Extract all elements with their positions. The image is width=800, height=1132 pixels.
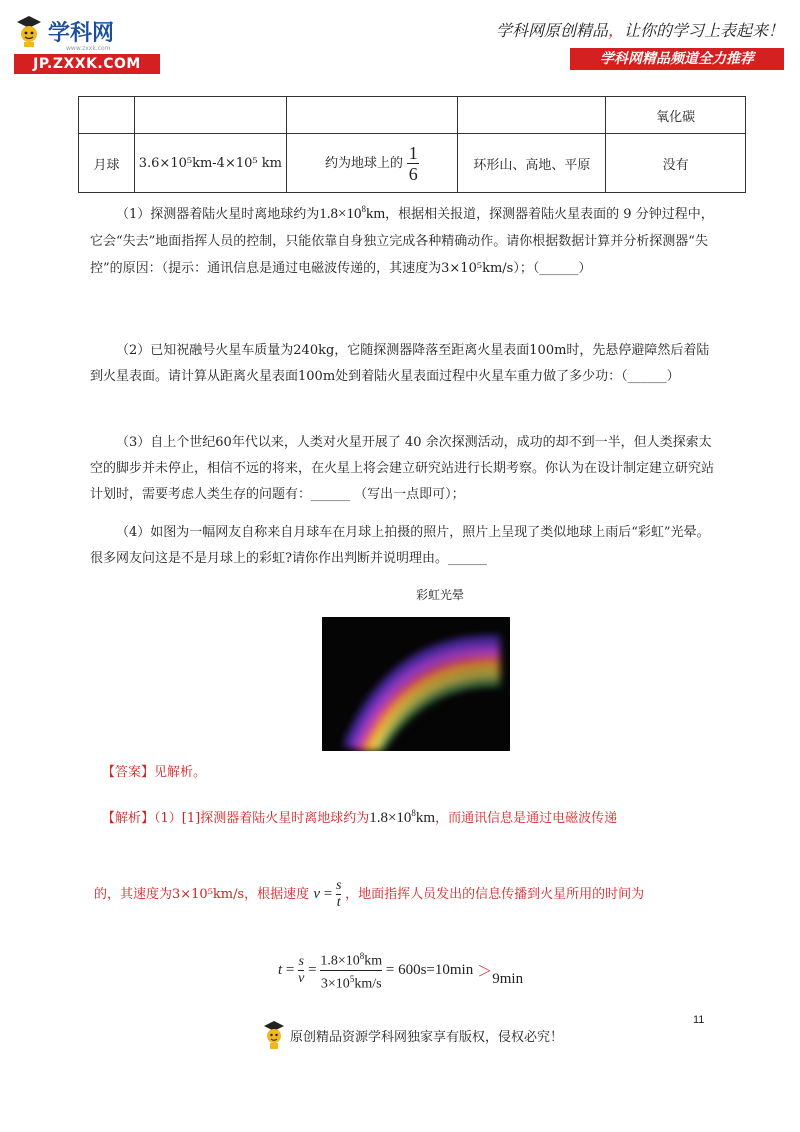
analysis-distance: $1.8\times 10^8km$	[369, 808, 436, 826]
logo-url: JP.ZXXK.COM	[14, 54, 160, 74]
table-cell	[458, 97, 606, 134]
slogan-right: 让你的学习上表起来！	[623, 21, 784, 40]
analysis-tag: 【解析】	[102, 811, 155, 826]
analysis-text-c: 的，其速度为3×10⁵km/s，根据速度	[94, 886, 310, 902]
table-cell	[79, 97, 135, 134]
answer-line	[102, 760, 732, 786]
rainbow-halo-photo	[322, 617, 510, 751]
header-slogan	[496, 18, 784, 41]
photo-caption: 彩虹光晕	[416, 588, 465, 602]
planet-comparison-table	[78, 96, 746, 193]
table-cell: 环形山、高地、平原	[458, 134, 606, 193]
question-4: （4）如图为一幅网友自称来自月球车在月球上拍摄的照片，照片上呈现了类似地球上雨后“彩虹”光晕。很多网友问这是不是月球上的彩虹?请你作出判断并说明理由。______	[90, 525, 710, 566]
greater-than-sign: ＞	[477, 963, 493, 980]
answer-text: 见解析。	[154, 765, 207, 780]
time-compare: 9min	[492, 970, 524, 987]
table-row	[79, 134, 746, 193]
answer-tag: 【答案】	[102, 765, 155, 780]
velocity-formula: v = $\frac{s}{t}$	[313, 878, 342, 910]
table-row	[79, 97, 746, 134]
analysis-text-b: ，而通讯信息是通过电磁波传递	[435, 811, 618, 826]
table-cell: 氧化碳	[606, 97, 746, 134]
gravity-fraction	[407, 143, 419, 184]
q1-distance: $1.8\times 10^8km$	[319, 204, 386, 222]
analysis-line-1	[102, 800, 732, 832]
question-2: （2）已知祝融号火星车质量为240kg，它随探测器降落至距离火星表面100m时，先悬停避障然后着陆到火星表面。请计算从距离火星表面100m处到着陆火星表面过程中火星车重力做了多少功：（______）	[90, 343, 710, 384]
question-1	[90, 196, 720, 282]
question-3: （3）自上个世纪60年代以来，人类对火星开展了 40 余次探测活动，成功的却不到一半，但人类探索太空的脚步并未停止，相信不远的将来，在火星上将会建立研究站进行长期考察。你认为在设计制定建立研究站计划时，需要考虑人类生存的问题有：______ （写出一点即可）；	[90, 435, 715, 502]
slogan-separator: ，	[607, 21, 624, 40]
analysis-text-d: ，地面指挥人员发出的信息传播到火星所用的时间为	[345, 886, 645, 902]
slogan-left: 学科网原创精品	[495, 21, 608, 40]
q1-text-a: （1）探测器着陆火星时离地球约为	[116, 207, 320, 222]
copyright-text: 原创精品资源学科网独家享有版权，侵权必究！	[290, 1029, 564, 1045]
logo-small-url: www.zxxk.com	[66, 45, 111, 52]
gravity-prefix: 约为地球上的	[325, 155, 404, 171]
table-cell-gravity	[286, 134, 458, 193]
fraction-numerator: 1	[408, 142, 418, 163]
analysis-line-2	[94, 878, 734, 911]
table-cell: 3.6×10⁵km-4×10⁵ km	[134, 134, 286, 193]
page-number: 11	[693, 1014, 705, 1026]
analysis-text-a: （1）[1]探测器着陆火星时离地球约为	[154, 811, 370, 826]
graduate-mascot-icon	[14, 14, 44, 48]
fraction-denominator: 6	[408, 163, 418, 184]
table-cell: 月球	[79, 134, 135, 193]
footer	[262, 1019, 563, 1051]
table-cell	[134, 97, 286, 134]
table-cell: 没有	[606, 134, 746, 193]
graduate-mascot-icon	[262, 1019, 286, 1051]
logo-name: 学科网	[48, 20, 115, 46]
table-cell	[286, 97, 458, 134]
q1-text-b: ，根据相关报道，探测器着陆火星表面的 9 分钟过程中，它会“失去”地面指挥人员的控制，只能依靠自身独立完成各种精确动作。请你根据数据计算并分析探测器“失控”的原因：（提示：通讯信息是通过电磁波传递的，其速度为3×10⁵km/s）；（______）	[90, 207, 714, 276]
channel-banner: 学科网精品频道全力推荐	[570, 48, 784, 70]
time-formula: t = s v = $1.8\times 10^8km$ $3\times 10^5km/s$ = 600s=10min ＞ 9min	[278, 951, 524, 992]
site-logo[interactable]	[14, 14, 164, 74]
rainbow-arc-image	[322, 617, 510, 751]
